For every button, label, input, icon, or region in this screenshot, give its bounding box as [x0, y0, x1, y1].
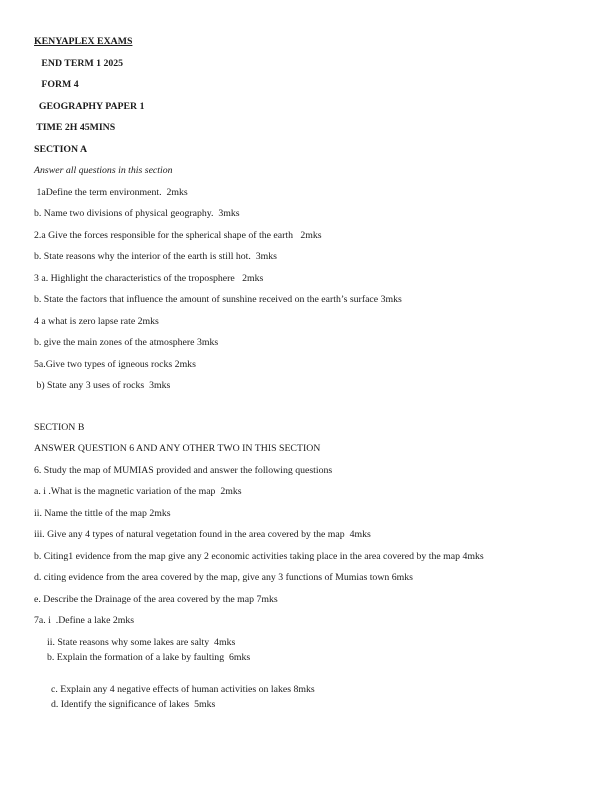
section-b-title: SECTION B: [34, 421, 85, 433]
question-1a: 1aDefine the term environment. 2mks: [34, 186, 188, 198]
section-a-instruction: Answer all questions in this section: [34, 165, 173, 176]
question-6: 6. Study the map of MUMIAS provided and answer the following questions: [34, 464, 333, 476]
question-5b: b) State any 3 uses of rocks 3mks: [34, 380, 171, 391]
question-6e: e. Describe the Drainage of the area covered by the map 7mks: [34, 593, 278, 605]
sub-question-spacer: [34, 668, 584, 684]
question-7a-ii: ii. State reasons why some lakes are salty 4mks: [47, 636, 236, 648]
exam-form: FORM 4: [34, 79, 79, 90]
question-1b: b. Name two divisions of physical geography. 3mks: [34, 208, 240, 219]
question-6b: b. Citing1 evidence from the map give any 2 economic activities taking place in the area covered by the map 4mks: [34, 550, 484, 562]
exam-time: TIME 2H 45MINS: [34, 122, 116, 133]
question-7c: c. Explain any 4 negative effects of human activities on lakes 8mks: [51, 683, 315, 695]
question-6d: d. citing evidence from the area covered by the map, give any 3 functions of Mumias town 6mks: [34, 572, 413, 583]
exam-paper-name: GEOGRAPHY PAPER 1: [34, 100, 145, 112]
question-4a: 4 a what is zero lapse rate 2mks: [34, 315, 159, 327]
exam-board-title: KENYAPLEX EXAMS: [34, 36, 133, 47]
question-6a-ii: ii. Name the tittle of the map 2mks: [34, 507, 171, 519]
section-a-title: SECTION A: [34, 143, 88, 155]
question-3a: 3 a. Highlight the characteristics of the troposphere 2mks: [34, 272, 264, 284]
question-7a-i: 7a. i .Define a lake 2mks: [34, 615, 135, 626]
section-spacer: [34, 402, 584, 422]
exam-term: END TERM 1 2025: [34, 57, 124, 69]
question-6a-iii: iii. Give any 4 types of natural vegetation found in the area covered by the map 4mks: [34, 529, 371, 540]
section-b-instruction: ANSWER QUESTION 6 AND ANY OTHER TWO IN THIS SECTION: [34, 443, 321, 454]
question-6a-i: a. i .What is the magnetic variation of the map 2mks: [34, 486, 242, 497]
question-7d: d. Identify the significance of lakes 5mks: [51, 699, 216, 710]
question-3b: b. State the factors that influence the amount of sunshine received on the earth’s surface 3mks: [34, 294, 402, 305]
question-4b: b. give the main zones of the atmosphere 3mks: [34, 337, 219, 348]
question-2b: b. State reasons why the interior of the earth is still hot. 3mks: [34, 251, 277, 262]
question-7b: b. Explain the formation of a lake by faulting 6mks: [47, 652, 251, 663]
question-5a: 5a.Give two types of igneous rocks 2mks: [34, 358, 196, 370]
question-2a: 2.a Give the forces responsible for the spherical shape of the earth 2mks: [34, 229, 322, 241]
